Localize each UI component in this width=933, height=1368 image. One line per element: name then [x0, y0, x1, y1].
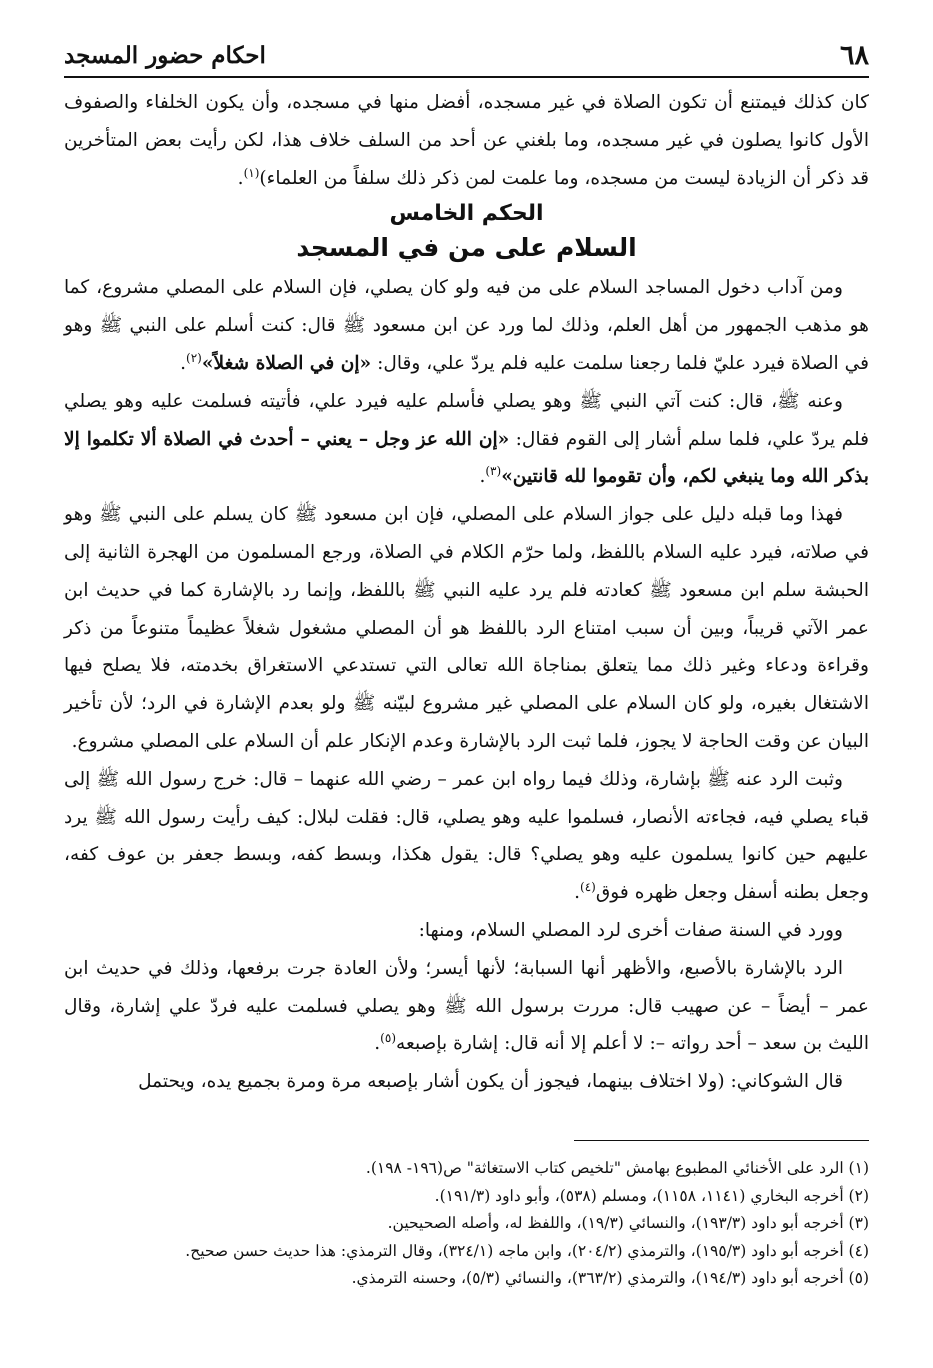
- paragraph: فهذا وما قبله دليل على جواز السلام على المصلي، فإن ابن مسعود ﷺ كان يسلم على النبي ﷺ وهو في صلاته، فيرد عليه السلام باللفظ، ولما حرّم الكلام في الصلاة، ورجع المسلمون من الهجرة الثانية إلى الحبشة سلم ابن مسعود ﷺ كعادته فلم يرد عليه النبي ﷺ باللفظ، وإنما رد بالإشارة كما في حديث ابن عمر الآتي قريباً، وبين أن سبب امتناع الرد باللفظ هو أن المصلي مشغول شغلاً عظيماً متنوعاً من ذكر وقراءة ودعاء وغير ذلك مما يتعلق بمناجاة الله تعالى التي تستدعي الاستغراق بخدمته، فلا يصلح فيها الاشتغال بغيره، ولو كان السلام على المصلي غير مشروع لبيّنه ﷺ ولو بعدم الإشارة في الرد؛ لأن تأخير البيان عن وقت الحاجة لا يجوز، فلما ثبت الرد بالإشارة وعدم الإنكار علم أن السلام على المصلي مشروع.: [64, 504, 869, 752]
- hadith-quote: «إن في الصلاة شغلاً»: [201, 352, 372, 374]
- paragraph: قال الشوكاني: (ولا اختلاف بينهما، فيجوز أن يكون أشار بإصبعه مرة ومرة بجميع يده، ويحتمل: [138, 1071, 843, 1093]
- section-subheading: السلام على من في المسجد: [296, 233, 637, 263]
- paragraph: كان كذلك فيمتنع أن تكون الصلاة في غير مسجده، أفضل منها في مسجده، وأن يكون الخلفاء والصفوف الأول كانوا يصلون في غير مسجده، وما بلغني عن أحد من السلف خلاف هذا، لكن رأيت بعض المتأخرين قد ذكر أن الزيادة ليست من مسجده، وما علمت لمن ذكر ذلك سلفاً من العلماء)$^{(١)}$.: [64, 92, 869, 189]
- section-heading: الحكم الخامس: [389, 201, 544, 227]
- footnote-ref: (٣): [485, 464, 502, 479]
- hadith-quote: «إن الله عز وجل – يعني – أحدث في الصلاة ألا تكلموا إلا بذكر الله وما ينبغي لكم، وأن تقوموا لله قانتين»: [64, 428, 869, 488]
- paragraph: الرد بالإشارة بالأصبع، والأظهر أنها السبابة؛ لأنها أيسر؛ ولأن العادة جرت برفعها، وذلك في حديث ابن عمر – أيضاً – عن صهيب قال: مررت برسول الله ﷺ وهو يصلي فسلمت عليه فردّ علي إشارة، وقال الليث بن سعد – أحد رواته –: لا أعلم إلا أنه قال: إشارة بإصبعه$^{(٥)}$.: [64, 957, 869, 1055]
- footnote: (١) الرد على الأخنائي المطبوع بهامش "تلخيص كتاب الاستغاثة" ص(١٩٦- ١٩٨).: [365, 1159, 869, 1177]
- footnote: (٣) أخرجه أبو داود (١٩٣/٣)، والنسائي (١٩/٣)، واللفظ له، وأصله الصحيحين.: [387, 1214, 869, 1233]
- paragraph: وعنه ﷺ، قال: كنت آتي النبي ﷺ وهو يصلي فأسلم عليه فيرد علي، فأتيته فسلمت عليه وهو يصلي فلم يردّ علي، فلما سلم أشار إلى القوم فقال: «إن الله عز وجل – يعني – أحدث في الصلاة ألا تكلموا إلا بذكر الله وما ينبغي لكم، وأن تقوموا لله قانتين»$^{(٣)}$.: [64, 390, 869, 488]
- main-text: [64, 84, 869, 1101]
- footnote-divider: [574, 1140, 869, 1141]
- paragraph: ومن آداب دخول المساجد السلام على من فيه ولو كان يصلي، فإن السلام على المصلي مشروع، كما هو مذهب الجمهور من أهل العلم، وذلك لما ورد عن ابن مسعود ﷺ قال: كنت أسلم على النبي ﷺ وهو في الصلاة فيرد عليّ فلما رجعنا سلمت عليه فلم يردّ علي، وقال: «إن في الصلاة شغلاً»$^{(٢)}$.: [64, 277, 869, 374]
- paragraph: وثبت الرد عنه ﷺ بإشارة، وذلك فيما رواه ابن عمر – رضي الله عنهما – قال: خرج رسول الله ﷺ إلى قباء يصلي فيه، فجاءته الأنصار، فسلموا عليه وهو يصلي، قال: فقلت لبلال: كيف رأيت رسول الله ﷺ يرد عليهم حين كانوا يسلمون عليه وهو يصلي؟ قال: يقول هكذا، وبسط كفه، وبسط جعفر بن عوف كفه، وجعل بطنه أسفل وجعل ظهره فوق$^{(٤)}$.: [64, 768, 869, 904]
- running-title: احكام حضور المسجد: [64, 42, 266, 69]
- footnote: (٢) أخرجه البخاري (١١٤١، ١١٥٨)، ومسلم (٥٣٨)، وأبو داود (١٩١/٣).: [434, 1186, 869, 1205]
- footnote: (٥) أخرجه أبو داود (١٩٤/٣)، والترمذي (٣٦٣/٢)، والنسائي (٥/٣)، وحسنه الترمذي.: [351, 1269, 869, 1288]
- page-number: ٦٨: [839, 40, 869, 71]
- footnote: (٤) أخرجه أبو داود (١٩٥/٣)، والترمذي (٢٠٤/٢)، وابن ماجه (٣٢٤/١)، وقال الترمذي: هذا حديث حسن صحيح.: [185, 1241, 869, 1260]
- footnote-ref: (١): [243, 165, 260, 180]
- footnotes-section: [64, 1140, 869, 1293]
- footnote-ref: (٥): [380, 1031, 396, 1046]
- footnote-ref: (٤): [580, 879, 596, 894]
- footnote-ref: (٢): [186, 350, 202, 365]
- paragraph: وورد في السنة صفات أخرى لرد المصلي السلام، ومنها:: [418, 919, 843, 941]
- page-header: [64, 36, 869, 78]
